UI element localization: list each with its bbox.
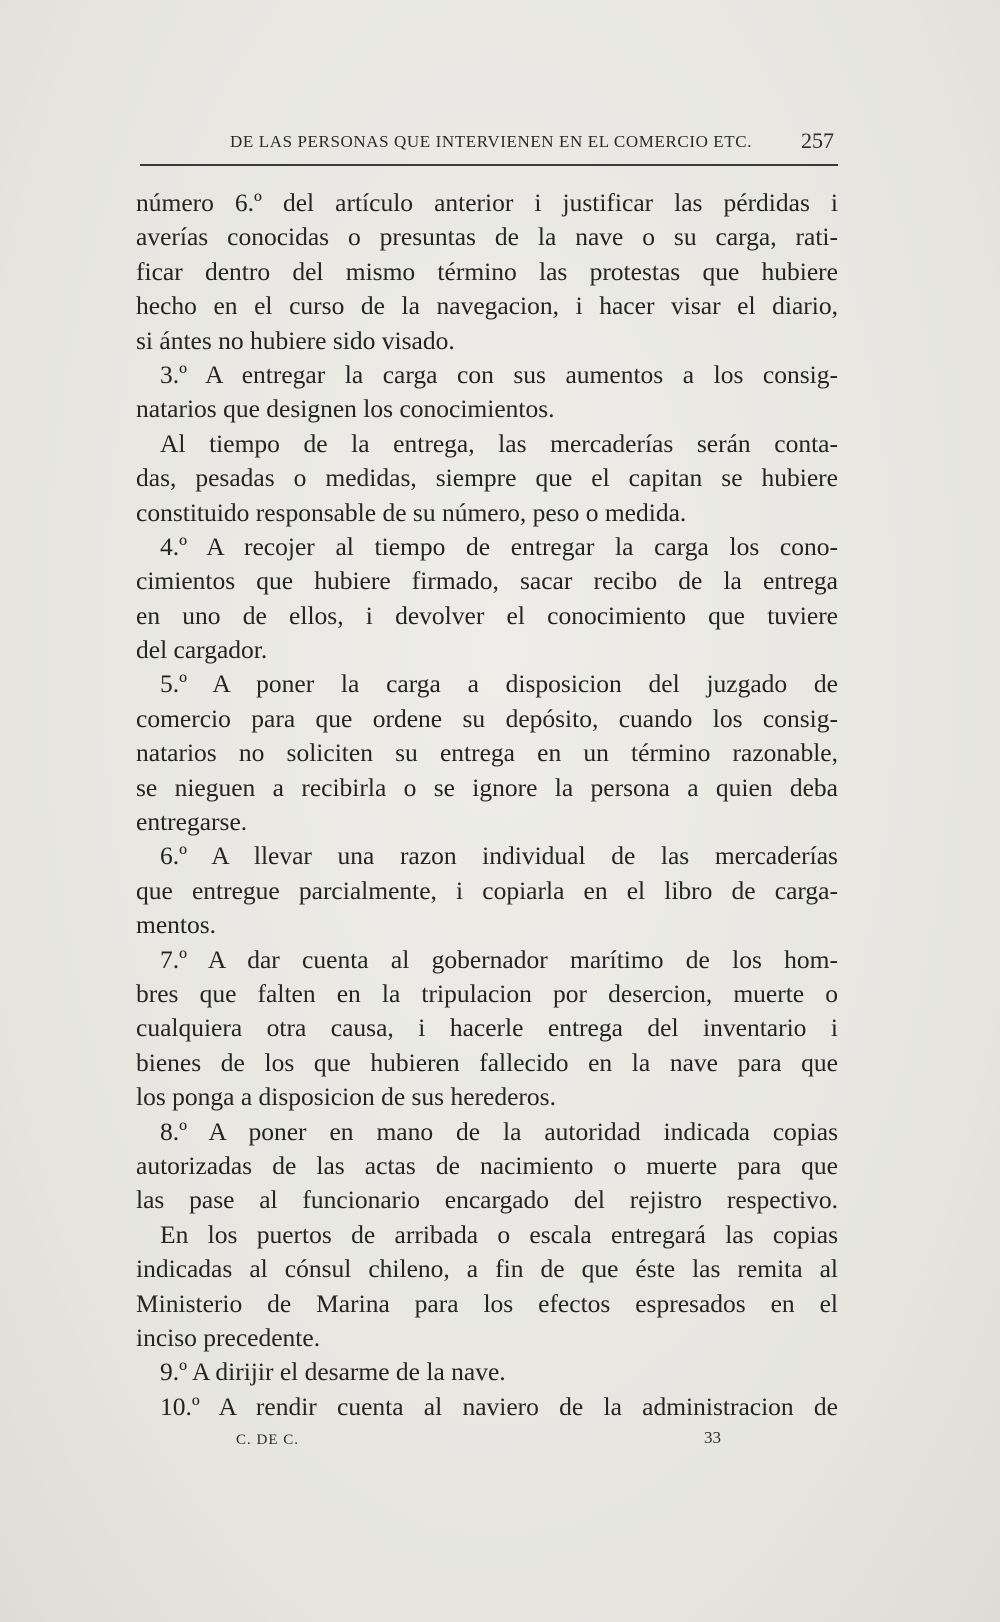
text-line: averías conocidas o presuntas de la nave o su carga, rati-: [136, 222, 838, 252]
running-header: [140, 124, 838, 166]
text-line: Al tiempo de la entrega, las mercaderías serán conta-: [160, 428, 838, 458]
text-line: Ministerio de Marina para los efectos espresados en el: [136, 1288, 838, 1318]
text-line: bres que falten en la tripulacion por desercion, muerte o: [136, 978, 838, 1008]
text-line: hecho en el curso de la navegacion, i hacer visar el diario,: [136, 291, 838, 321]
text-line: 6.º A llevar una razon individual de las mercaderías: [160, 841, 838, 871]
text-line: si ántes no hubiere sido visado.: [136, 325, 455, 355]
text-line: en uno de ellos, i devolver el conocimiento que tuviere: [136, 600, 838, 630]
text-line: autorizadas de las actas de nacimiento o muerte para que: [136, 1150, 838, 1180]
text-line: 3.º A entregar la carga con sus aumentos a los consig-: [160, 359, 838, 389]
text-line: indicadas al cónsul chileno, a fin de que éste las remita al: [136, 1254, 838, 1284]
signature-number: 33: [704, 1428, 721, 1447]
text-line: natarios que designen los conocimientos.: [136, 394, 555, 424]
signature-mark: C. DE C.: [236, 1432, 300, 1448]
text-line: los ponga a disposicion de sus herederos.: [136, 1082, 556, 1112]
text-line: las pase al funcionario encargado del rejistro respectivo.: [136, 1185, 838, 1215]
text-line: cualquiera otra causa, i hacerle entrega del inventario i: [136, 1013, 838, 1043]
body-text: [136, 186, 838, 1424]
text-line: mentos.: [136, 910, 217, 940]
text-line: 4.º A recojer al tiempo de entregar la carga los cono-: [160, 531, 838, 561]
text-line: das, pesadas o medidas, siempre que el capitan se hubiere: [136, 463, 838, 493]
signature-line: [140, 1428, 838, 1462]
text-line: bienes de los que hubieren fallecido en la nave para que: [136, 1047, 838, 1077]
header-title: DE LAS PERSONAS QUE INTERVIENEN EN EL COMERCIO ETC.: [230, 132, 753, 151]
text-line: 9.º A dirijir el desarme de la nave.: [160, 1357, 506, 1387]
text-line: número 6.º del artículo anterior i justificar las pérdidas i: [136, 188, 838, 217]
text-line: inciso precedente.: [136, 1322, 321, 1352]
text-line: constituido responsable de su número, peso o medida.: [136, 497, 687, 527]
page-number: 257: [801, 128, 834, 153]
text-line: comercio para que ordene su depósito, cuando los consig-: [136, 703, 838, 733]
text-line: cimientos que hubiere firmado, sacar recibo de la entrega: [136, 566, 838, 596]
text-line: En los puertos de arribada o escala entregará las copias: [160, 1219, 838, 1249]
text-line: entregarse.: [136, 807, 248, 837]
text-line: ficar dentro del mismo término las protestas que hubiere: [136, 256, 838, 286]
text-line: 7.º A dar cuenta al gobernador marítimo de los hom-: [160, 944, 838, 974]
text-line: del cargador.: [136, 635, 268, 665]
text-line: natarios no soliciten su entrega en un término razonable,: [136, 738, 838, 768]
text-line: 8.º A poner en mano de la autoridad indicada copias: [160, 1116, 838, 1146]
text-line: que entregue parcialmente, i copiarla en el libro de carga-: [136, 875, 838, 905]
text-line: 5.º A poner la carga a disposicion del juzgado de: [160, 669, 838, 699]
text-line: se nieguen a recibirla o se ignore la persona a quien deba: [136, 772, 838, 802]
text-line: 10.º A rendir cuenta al naviero de la administracion de: [160, 1391, 838, 1421]
